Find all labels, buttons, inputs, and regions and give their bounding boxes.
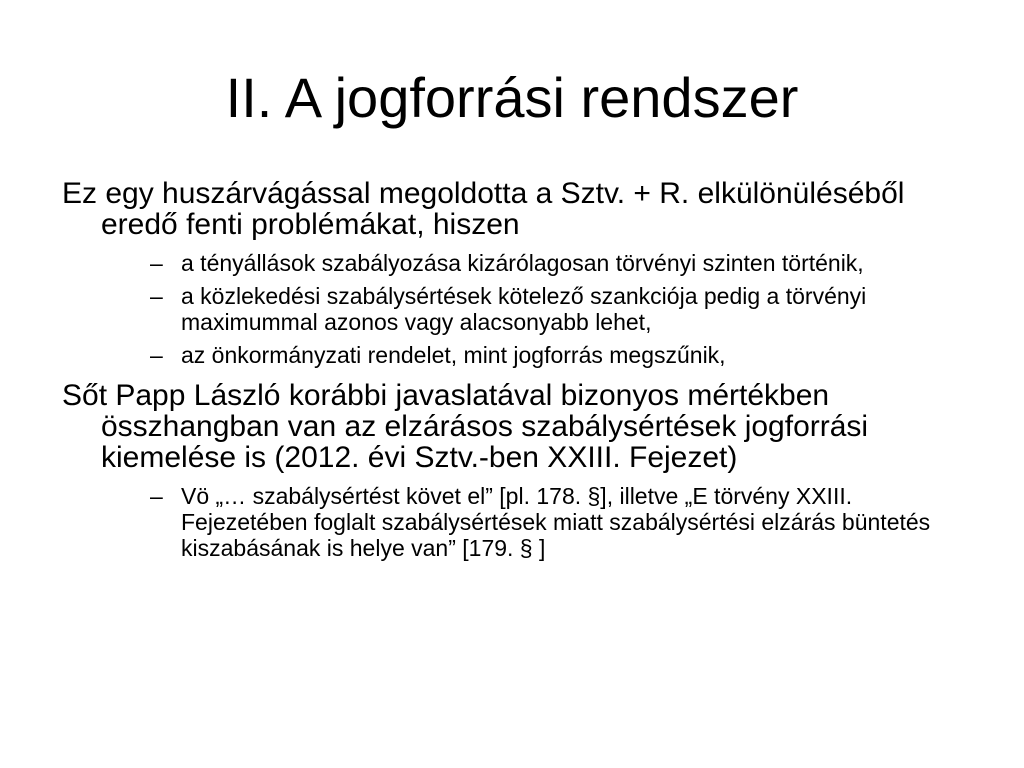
slide-title: II. A jogforrási rendszer (225, 66, 799, 129)
sub-bullet-1-1-text: a tényállások szabályozása kizárólagosan törvényi szinten történik, (181, 250, 864, 276)
sub-bullet-1-3 (150, 342, 962, 368)
bullet-1-text: Ez egy huszárvágással megoldotta a Sztv. + R. elkülönüléséből eredő fenti problémákat, hiszen (62, 177, 905, 241)
dash-marker: – (150, 283, 163, 309)
sub-bullet-1-2-text: a közlekedési szabálysértések kötelező szankciója pedig a törvényi maximummal azonos vagy alacsonyabb lehet, (181, 283, 867, 335)
bullet-2-text: Sőt Papp László korábbi javaslatával bizonyos mértékben összhangban van az elzárásos szabálysértések jogforrási kiemelése is (2012. évi Sztv.-ben XXIII. Fejezet) (62, 379, 869, 474)
dash-marker: – (150, 250, 163, 276)
sub-bullet-1-1 (150, 250, 962, 276)
dash-marker: – (150, 342, 163, 368)
dash-marker: – (150, 483, 163, 509)
sub-bullet-1-3-text: az önkormányzati rendelet, mint jogforrás megszűnik, (181, 342, 726, 368)
bullet-1 (62, 178, 962, 368)
bullet-1-sublist (101, 250, 962, 368)
sub-bullet-2-1-text: Vö „… szabálysértést követ el” [pl. 178. §], illetve „E törvény XXIII. Fejezetében foglalt szabálysértések miatt szabálysértési elzárás büntetés kiszabásának is helye van” [179. § ] (181, 483, 931, 561)
bullet-2 (62, 380, 962, 561)
bullet-2-sublist (101, 483, 962, 561)
slide-body (62, 178, 962, 573)
sub-bullet-1-2 (150, 283, 962, 335)
sub-bullet-2-1 (150, 483, 962, 561)
